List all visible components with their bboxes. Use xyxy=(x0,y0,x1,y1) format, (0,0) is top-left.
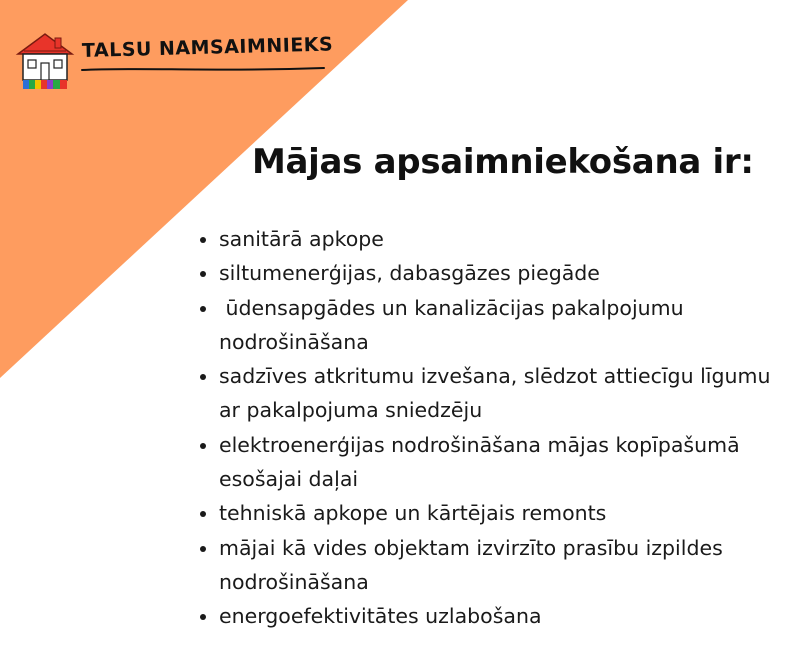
list-item: ūdensapgādes un kanalizācijas pakalpojumu nodrošināšana xyxy=(198,291,788,360)
list-item: mājai kā vides objektam izvirzīto prasību izpildes nodrošināšana xyxy=(198,531,788,600)
list-item: sadzīves atkritumu izvešana, slēdzot attiecīgu līgumu ar pakalpojuma sniedzēju xyxy=(198,359,788,428)
list-item: sanitārā apkope xyxy=(198,222,788,256)
logo-wordmark: TALSU NAMSAIMNIEKS xyxy=(81,33,334,62)
company-logo xyxy=(14,30,334,92)
list-item: tehniskā apkope un kārtējais remonts xyxy=(198,496,788,530)
logo-underline xyxy=(80,64,326,74)
page-title: Mājas apsaimniekošana ir: xyxy=(252,142,754,182)
list-item: siltumenerģijas, dabasgāzes piegāde xyxy=(198,256,788,290)
list-item: energoefektivitātes uzlabošana xyxy=(198,599,788,633)
house-icon xyxy=(14,30,76,92)
services-list xyxy=(198,222,788,634)
list-item: elektroenerģijas nodrošināšana mājas kopīpašumā esošajai daļai xyxy=(198,428,788,497)
